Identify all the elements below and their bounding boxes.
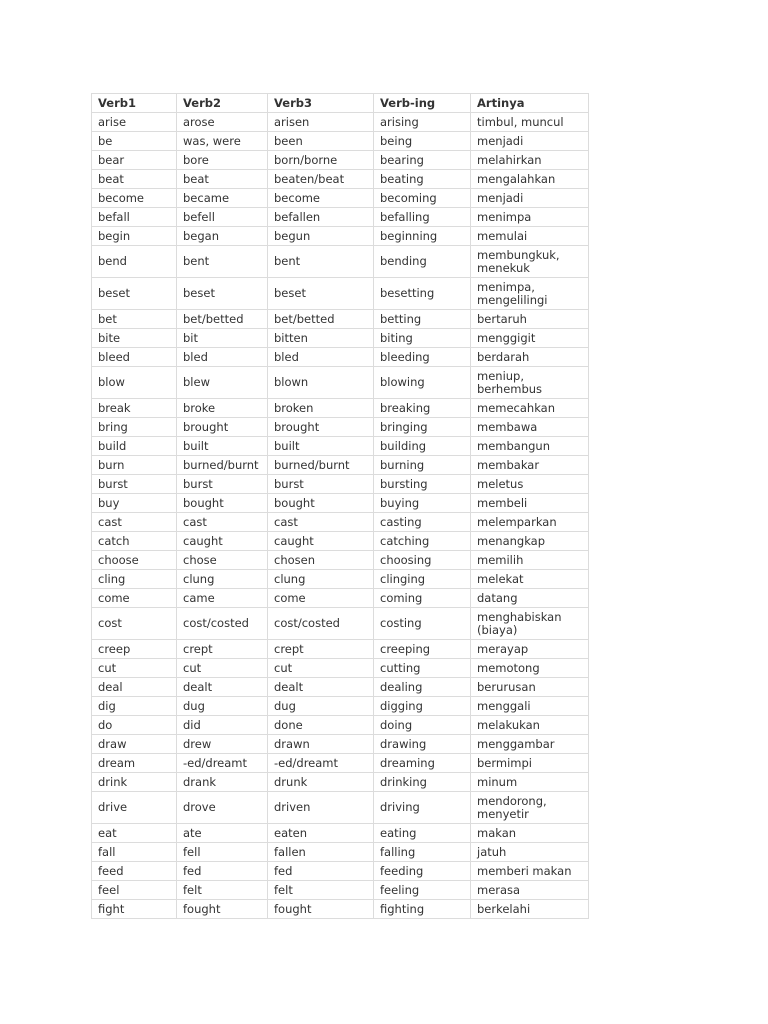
table-row bbox=[92, 697, 589, 716]
cell-verb1: burn bbox=[92, 456, 177, 475]
cell-artinya: membangun bbox=[471, 437, 589, 456]
table-row bbox=[92, 208, 589, 227]
cell-verb1: fall bbox=[92, 843, 177, 862]
cell-verb1: fight bbox=[92, 900, 177, 919]
cell-verb-ing: drawing bbox=[374, 735, 471, 754]
cell-verb1: cut bbox=[92, 659, 177, 678]
table-row bbox=[92, 659, 589, 678]
cell-verb2: did bbox=[177, 716, 268, 735]
table-row bbox=[92, 151, 589, 170]
cell-verb-ing: casting bbox=[374, 513, 471, 532]
table-row bbox=[92, 227, 589, 246]
cell-artinya: bertaruh bbox=[471, 310, 589, 329]
cell-verb-ing: drinking bbox=[374, 773, 471, 792]
cell-verb2: brought bbox=[177, 418, 268, 437]
header-verb2: Verb2 bbox=[177, 94, 268, 113]
cell-artinya: minum bbox=[471, 773, 589, 792]
cell-verb3: burst bbox=[268, 475, 374, 494]
cell-artinya: menghabiskan (biaya) bbox=[471, 608, 589, 640]
cell-verb1: drink bbox=[92, 773, 177, 792]
cell-artinya: menjadi bbox=[471, 132, 589, 151]
cell-artinya: merasa bbox=[471, 881, 589, 900]
cell-artinya: meniup, berhembus bbox=[471, 367, 589, 399]
cell-verb2: chose bbox=[177, 551, 268, 570]
cell-verb2: broke bbox=[177, 399, 268, 418]
cell-verb1: eat bbox=[92, 824, 177, 843]
table-row bbox=[92, 881, 589, 900]
table-row bbox=[92, 608, 589, 640]
cell-verb3: bet/betted bbox=[268, 310, 374, 329]
cell-verb2: beset bbox=[177, 278, 268, 310]
cell-artinya: berkelahi bbox=[471, 900, 589, 919]
cell-artinya: melemparkan bbox=[471, 513, 589, 532]
cell-verb2: felt bbox=[177, 881, 268, 900]
cell-verb-ing: bleeding bbox=[374, 348, 471, 367]
cell-verb1: burst bbox=[92, 475, 177, 494]
cell-verb1: become bbox=[92, 189, 177, 208]
table-row bbox=[92, 570, 589, 589]
cell-verb3: bent bbox=[268, 246, 374, 278]
table-row bbox=[92, 589, 589, 608]
cell-verb-ing: clinging bbox=[374, 570, 471, 589]
cell-verb-ing: driving bbox=[374, 792, 471, 824]
cell-verb1: feel bbox=[92, 881, 177, 900]
cell-verb-ing: digging bbox=[374, 697, 471, 716]
cell-verb1: build bbox=[92, 437, 177, 456]
cell-artinya: menggambar bbox=[471, 735, 589, 754]
cell-verb2: ate bbox=[177, 824, 268, 843]
cell-verb1: cast bbox=[92, 513, 177, 532]
cell-artinya: memecahkan bbox=[471, 399, 589, 418]
table-row bbox=[92, 551, 589, 570]
cell-verb-ing: fighting bbox=[374, 900, 471, 919]
table-row bbox=[92, 678, 589, 697]
table-row bbox=[92, 418, 589, 437]
cell-verb3: cut bbox=[268, 659, 374, 678]
cell-verb2: bit bbox=[177, 329, 268, 348]
cell-verb-ing: creeping bbox=[374, 640, 471, 659]
table-row bbox=[92, 189, 589, 208]
cell-artinya: memotong bbox=[471, 659, 589, 678]
cell-verb-ing: buying bbox=[374, 494, 471, 513]
header-artinya: Artinya bbox=[471, 94, 589, 113]
cell-verb2: bought bbox=[177, 494, 268, 513]
table-header-row bbox=[92, 94, 589, 113]
cell-verb3: bled bbox=[268, 348, 374, 367]
cell-verb-ing: falling bbox=[374, 843, 471, 862]
cell-verb3: been bbox=[268, 132, 374, 151]
cell-verb-ing: becoming bbox=[374, 189, 471, 208]
cell-verb1: come bbox=[92, 589, 177, 608]
cell-artinya: menggigit bbox=[471, 329, 589, 348]
table-row bbox=[92, 132, 589, 151]
cell-verb3: blown bbox=[268, 367, 374, 399]
cell-verb1: do bbox=[92, 716, 177, 735]
cell-verb1: begin bbox=[92, 227, 177, 246]
cell-verb2: fed bbox=[177, 862, 268, 881]
cell-artinya: membeli bbox=[471, 494, 589, 513]
cell-verb3: burned/burnt bbox=[268, 456, 374, 475]
cell-verb-ing: choosing bbox=[374, 551, 471, 570]
cell-artinya: timbul, muncul bbox=[471, 113, 589, 132]
cell-verb2: drank bbox=[177, 773, 268, 792]
table-row bbox=[92, 329, 589, 348]
cell-verb-ing: costing bbox=[374, 608, 471, 640]
cell-verb2: befell bbox=[177, 208, 268, 227]
cell-verb3: bitten bbox=[268, 329, 374, 348]
cell-artinya: mendorong, menyetir bbox=[471, 792, 589, 824]
cell-verb-ing: beating bbox=[374, 170, 471, 189]
table-row bbox=[92, 113, 589, 132]
cell-verb1: beset bbox=[92, 278, 177, 310]
table-row bbox=[92, 900, 589, 919]
cell-verb1: buy bbox=[92, 494, 177, 513]
cell-verb1: bleed bbox=[92, 348, 177, 367]
cell-verb1: bite bbox=[92, 329, 177, 348]
cell-artinya: berurusan bbox=[471, 678, 589, 697]
cell-verb2: crept bbox=[177, 640, 268, 659]
table-row bbox=[92, 735, 589, 754]
cell-verb2: caught bbox=[177, 532, 268, 551]
cell-verb2: blew bbox=[177, 367, 268, 399]
cell-verb1: cling bbox=[92, 570, 177, 589]
cell-verb3: arisen bbox=[268, 113, 374, 132]
cell-verb-ing: dealing bbox=[374, 678, 471, 697]
cell-verb-ing: besetting bbox=[374, 278, 471, 310]
cell-verb2: began bbox=[177, 227, 268, 246]
table-row bbox=[92, 246, 589, 278]
table-row bbox=[92, 640, 589, 659]
table-row bbox=[92, 773, 589, 792]
table-row bbox=[92, 437, 589, 456]
table-row bbox=[92, 348, 589, 367]
cell-artinya: makan bbox=[471, 824, 589, 843]
table-row bbox=[92, 862, 589, 881]
cell-verb2: dug bbox=[177, 697, 268, 716]
cell-artinya: membawa bbox=[471, 418, 589, 437]
cell-verb-ing: breaking bbox=[374, 399, 471, 418]
cell-verb3: built bbox=[268, 437, 374, 456]
cell-artinya: memulai bbox=[471, 227, 589, 246]
cell-verb-ing: feeding bbox=[374, 862, 471, 881]
cell-verb3: crept bbox=[268, 640, 374, 659]
cell-artinya: menjadi bbox=[471, 189, 589, 208]
header-verb-ing: Verb-ing bbox=[374, 94, 471, 113]
cell-artinya: menggali bbox=[471, 697, 589, 716]
cell-verb-ing: bursting bbox=[374, 475, 471, 494]
cell-verb1: bend bbox=[92, 246, 177, 278]
cell-verb1: drive bbox=[92, 792, 177, 824]
cell-verb2: bet/betted bbox=[177, 310, 268, 329]
cell-verb1: arise bbox=[92, 113, 177, 132]
cell-verb2: cost/costed bbox=[177, 608, 268, 640]
cell-verb3: -ed/dreamt bbox=[268, 754, 374, 773]
cell-artinya: menimpa bbox=[471, 208, 589, 227]
cell-verb-ing: bending bbox=[374, 246, 471, 278]
cell-verb2: burst bbox=[177, 475, 268, 494]
table-row bbox=[92, 310, 589, 329]
cell-verb3: beset bbox=[268, 278, 374, 310]
cell-verb1: draw bbox=[92, 735, 177, 754]
cell-verb2: drew bbox=[177, 735, 268, 754]
cell-verb3: fed bbox=[268, 862, 374, 881]
cell-verb3: broken bbox=[268, 399, 374, 418]
cell-verb-ing: catching bbox=[374, 532, 471, 551]
cell-verb-ing: blowing bbox=[374, 367, 471, 399]
cell-verb2: bore bbox=[177, 151, 268, 170]
cell-verb2: clung bbox=[177, 570, 268, 589]
cell-verb3: beaten/beat bbox=[268, 170, 374, 189]
table-body bbox=[92, 113, 589, 919]
cell-verb3: come bbox=[268, 589, 374, 608]
cell-artinya: berdarah bbox=[471, 348, 589, 367]
table-row bbox=[92, 456, 589, 475]
cell-artinya: jatuh bbox=[471, 843, 589, 862]
cell-verb2: was, were bbox=[177, 132, 268, 151]
cell-verb3: driven bbox=[268, 792, 374, 824]
cell-verb2: fell bbox=[177, 843, 268, 862]
cell-verb1: dream bbox=[92, 754, 177, 773]
cell-verb2: cut bbox=[177, 659, 268, 678]
cell-verb1: choose bbox=[92, 551, 177, 570]
cell-verb-ing: biting bbox=[374, 329, 471, 348]
cell-verb2: dealt bbox=[177, 678, 268, 697]
cell-verb-ing: eating bbox=[374, 824, 471, 843]
cell-verb2: came bbox=[177, 589, 268, 608]
cell-verb3: drawn bbox=[268, 735, 374, 754]
cell-verb1: break bbox=[92, 399, 177, 418]
cell-verb2: -ed/dreamt bbox=[177, 754, 268, 773]
cell-artinya: menimpa, mengelilingi bbox=[471, 278, 589, 310]
cell-verb-ing: coming bbox=[374, 589, 471, 608]
cell-verb1: deal bbox=[92, 678, 177, 697]
cell-verb3: become bbox=[268, 189, 374, 208]
cell-verb2: fought bbox=[177, 900, 268, 919]
cell-verb-ing: beginning bbox=[374, 227, 471, 246]
cell-verb3: felt bbox=[268, 881, 374, 900]
cell-verb3: bought bbox=[268, 494, 374, 513]
table-row bbox=[92, 475, 589, 494]
header-verb1: Verb1 bbox=[92, 94, 177, 113]
cell-verb1: dig bbox=[92, 697, 177, 716]
cell-verb1: catch bbox=[92, 532, 177, 551]
cell-artinya: melakukan bbox=[471, 716, 589, 735]
cell-artinya: melekat bbox=[471, 570, 589, 589]
header-verb3: Verb3 bbox=[268, 94, 374, 113]
cell-verb3: dealt bbox=[268, 678, 374, 697]
cell-verb1: befall bbox=[92, 208, 177, 227]
cell-artinya: bermimpi bbox=[471, 754, 589, 773]
cell-artinya: memberi makan bbox=[471, 862, 589, 881]
cell-verb1: feed bbox=[92, 862, 177, 881]
table-row bbox=[92, 399, 589, 418]
cell-verb-ing: building bbox=[374, 437, 471, 456]
cell-verb2: arose bbox=[177, 113, 268, 132]
cell-verb2: cast bbox=[177, 513, 268, 532]
table-row bbox=[92, 824, 589, 843]
cell-verb-ing: betting bbox=[374, 310, 471, 329]
cell-verb3: fallen bbox=[268, 843, 374, 862]
table-row bbox=[92, 716, 589, 735]
cell-verb1: blow bbox=[92, 367, 177, 399]
cell-verb2: became bbox=[177, 189, 268, 208]
cell-artinya: meletus bbox=[471, 475, 589, 494]
cell-verb3: dug bbox=[268, 697, 374, 716]
cell-verb-ing: befalling bbox=[374, 208, 471, 227]
cell-verb-ing: feeling bbox=[374, 881, 471, 900]
cell-verb-ing: bearing bbox=[374, 151, 471, 170]
cell-artinya: melahirkan bbox=[471, 151, 589, 170]
cell-verb3: done bbox=[268, 716, 374, 735]
cell-artinya: memilih bbox=[471, 551, 589, 570]
irregular-verb-table bbox=[91, 93, 589, 919]
table-row bbox=[92, 843, 589, 862]
cell-verb1: creep bbox=[92, 640, 177, 659]
cell-verb1: bear bbox=[92, 151, 177, 170]
table-row bbox=[92, 278, 589, 310]
cell-verb3: born/borne bbox=[268, 151, 374, 170]
cell-verb-ing: doing bbox=[374, 716, 471, 735]
cell-verb3: clung bbox=[268, 570, 374, 589]
cell-verb3: caught bbox=[268, 532, 374, 551]
cell-verb2: bled bbox=[177, 348, 268, 367]
cell-verb-ing: arising bbox=[374, 113, 471, 132]
cell-verb2: built bbox=[177, 437, 268, 456]
cell-verb2: burned/burnt bbox=[177, 456, 268, 475]
cell-verb1: cost bbox=[92, 608, 177, 640]
table-row bbox=[92, 513, 589, 532]
cell-verb3: eaten bbox=[268, 824, 374, 843]
cell-verb3: cast bbox=[268, 513, 374, 532]
cell-verb-ing: bringing bbox=[374, 418, 471, 437]
cell-artinya: membakar bbox=[471, 456, 589, 475]
cell-verb-ing: burning bbox=[374, 456, 471, 475]
cell-artinya: datang bbox=[471, 589, 589, 608]
cell-verb3: chosen bbox=[268, 551, 374, 570]
cell-verb3: befallen bbox=[268, 208, 374, 227]
cell-verb3: drunk bbox=[268, 773, 374, 792]
cell-artinya: mengalahkan bbox=[471, 170, 589, 189]
cell-verb3: cost/costed bbox=[268, 608, 374, 640]
cell-artinya: merayap bbox=[471, 640, 589, 659]
cell-artinya: menangkap bbox=[471, 532, 589, 551]
cell-verb1: beat bbox=[92, 170, 177, 189]
table-row bbox=[92, 367, 589, 399]
cell-verb-ing: being bbox=[374, 132, 471, 151]
table-row bbox=[92, 754, 589, 773]
cell-verb-ing: cutting bbox=[374, 659, 471, 678]
cell-verb2: bent bbox=[177, 246, 268, 278]
cell-verb3: brought bbox=[268, 418, 374, 437]
table-row bbox=[92, 792, 589, 824]
cell-verb3: fought bbox=[268, 900, 374, 919]
cell-verb1: bring bbox=[92, 418, 177, 437]
table-row bbox=[92, 494, 589, 513]
cell-verb2: beat bbox=[177, 170, 268, 189]
cell-verb-ing: dreaming bbox=[374, 754, 471, 773]
table-row bbox=[92, 532, 589, 551]
cell-verb3: begun bbox=[268, 227, 374, 246]
table-row bbox=[92, 170, 589, 189]
cell-verb1: be bbox=[92, 132, 177, 151]
cell-verb1: bet bbox=[92, 310, 177, 329]
cell-artinya: membungkuk, menekuk bbox=[471, 246, 589, 278]
cell-verb2: drove bbox=[177, 792, 268, 824]
